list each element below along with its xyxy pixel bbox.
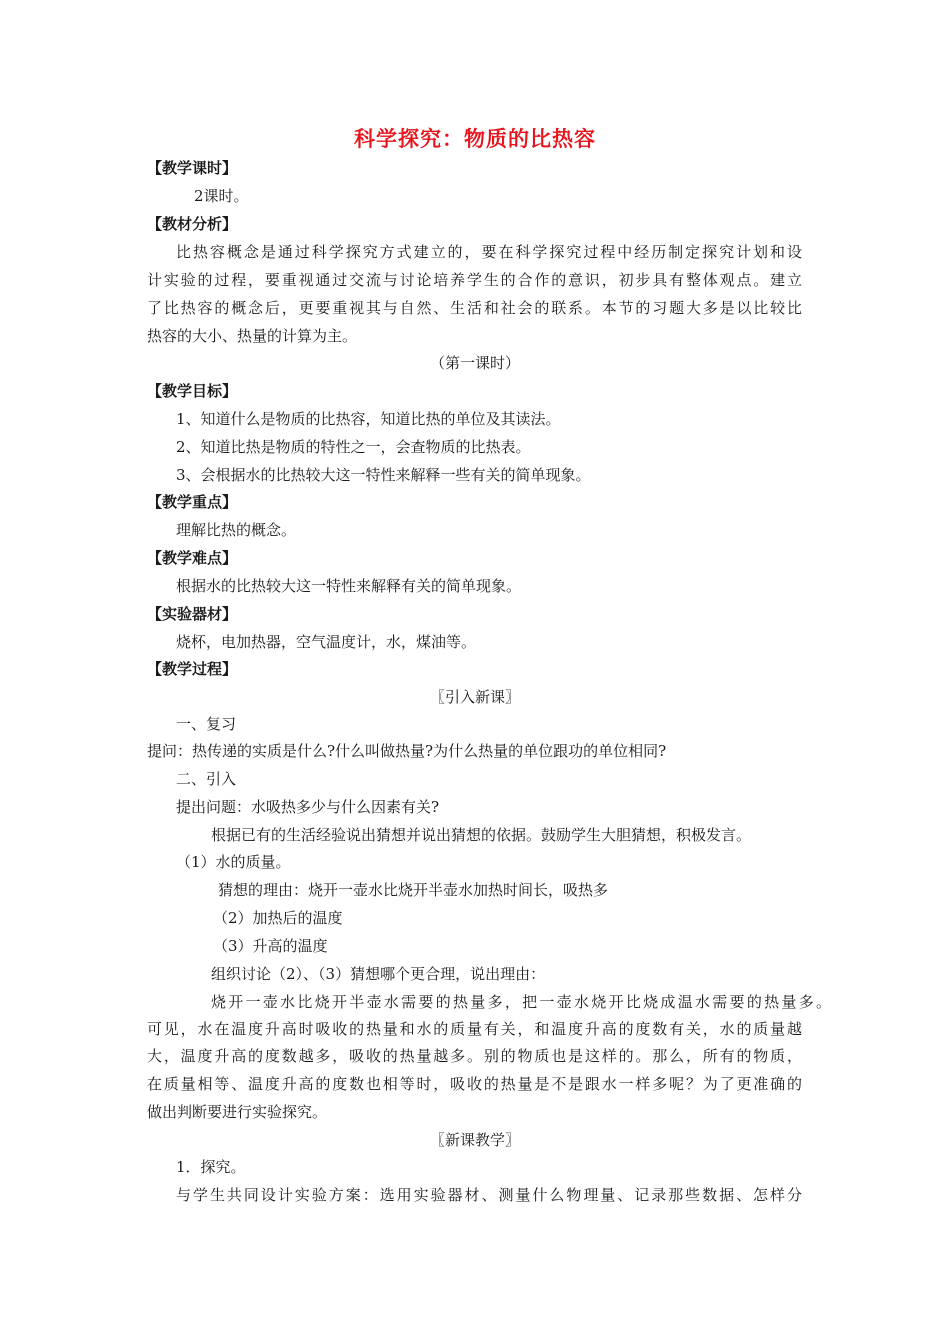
analysis-line-4: 热容的大小、热量的计算为主。 — [147, 327, 358, 345]
goal-item-2: 2、知道比热是物质的特性之一，会查物质的比热表。 — [176, 438, 531, 456]
guess-3: （3）升高的温度 — [213, 937, 328, 955]
heading-teaching-process: 【教学过程】 — [147, 660, 238, 678]
guess-1: （1）水的质量。 — [176, 853, 291, 871]
reason-line-5: 做出判断要进行实验探究。 — [147, 1103, 328, 1121]
heading-difficulty: 【教学难点】 — [147, 549, 238, 567]
raise-question: 提出问题：水吸热多少与什么因素有关? — [176, 798, 440, 816]
review-label: 一、复习 — [176, 715, 237, 733]
goal-item-3: 3、会根据水的比热较大这一特性来解释一些有关的简单现象。 — [176, 466, 591, 484]
page-title: 科学探究：物质的比热容 — [354, 127, 596, 151]
heading-equipment: 【实验器材】 — [147, 605, 238, 623]
heading-class-hours: 【教学课时】 — [147, 159, 238, 177]
guess-intro: 根据已有的生活经验说出猜想并说出猜想的依据。鼓励学生大胆猜想，积极发言。 — [211, 826, 752, 844]
class-hours-text: 2课时。 — [194, 187, 249, 205]
reason-line-1: 烧开一壶水比烧开半壶水需要的热量多，把一壶水烧开比烧成温水需要的热量多。 — [211, 993, 831, 1011]
analysis-line-1: 比热容概念是通过科学探究方式建立的，要在科学探究过程中经历制定探究计划和设 — [176, 243, 802, 261]
key-point-text: 理解比热的概念。 — [176, 521, 297, 539]
analysis-line-3: 了比热容的概念后，更要重视其与自然、生活和社会的联系。本节的习题大多是以比较比 — [147, 299, 802, 317]
reason-line-3: 大，温度升高的度数越多，吸收的热量越多。别的物质也是这样的。那么，所有的物质， — [147, 1047, 802, 1065]
heading-material-analysis: 【教材分析】 — [147, 215, 238, 233]
reason-line-2: 可见，水在温度升高时吸收的热量和水的质量有关，和温度升高的度数有关，水的质量越 — [147, 1020, 802, 1038]
discussion-prompt: 组织讨论（2）、（3）猜想哪个更合理，说出理由： — [211, 965, 546, 983]
equipment-text: 烧杯，电加热器，空气温度计，水，煤油等。 — [176, 633, 477, 651]
reason-line-4: 在质量相等、温度升高的度数也相等时，吸收的热量是不是跟水一样多呢？为了更准确的 — [147, 1075, 802, 1093]
analysis-line-2: 计实验的过程，要重视通过交流与讨论培养学生的合作的意识，初步具有整体观点。建立 — [147, 271, 802, 289]
intro-label: 二、引入 — [176, 770, 237, 788]
review-question: 提问：热传递的实质是什么?什么叫做热量?为什么热量的单位跟功的单位相同? — [147, 742, 667, 760]
goal-item-1: 1、知道什么是物质的比热容，知道比热的单位及其读法。 — [176, 410, 561, 428]
heading-key-point: 【教学重点】 — [147, 493, 238, 511]
heading-teaching-goals: 【教学目标】 — [147, 382, 238, 400]
first-lesson-label: （第一课时） — [429, 354, 520, 372]
guess-1-reason: 猜想的理由：烧开一壶水比烧开半壶水加热时间长，吸热多 — [218, 881, 609, 899]
intro-new-lesson-label: 〖引入新课〗 — [429, 688, 520, 706]
difficulty-text: 根据水的比热较大这一特性来解释有关的简单现象。 — [176, 577, 522, 595]
design-text: 与学生共同设计实验方案：选用实验器材、测量什么物理量、记录那些数据、怎样分 — [176, 1186, 802, 1204]
new-lesson-label: 〖新课教学〗 — [429, 1131, 520, 1149]
guess-2: （2）加热后的温度 — [213, 909, 343, 927]
explore-label: 1．探究。 — [176, 1158, 246, 1176]
